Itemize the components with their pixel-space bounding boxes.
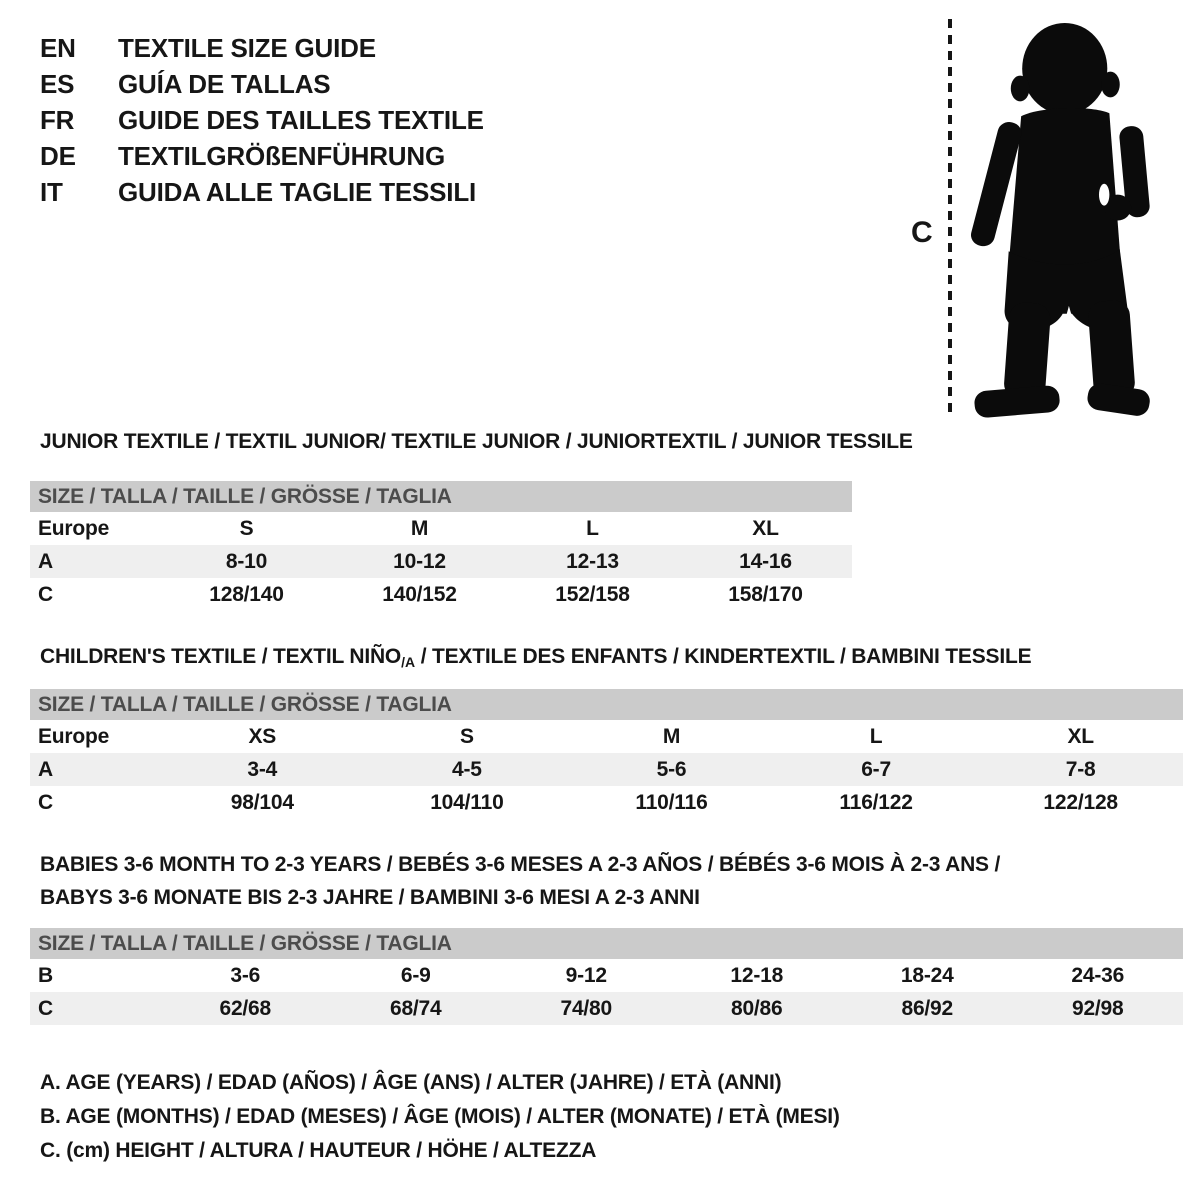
- height-cell: 92/98: [1071, 996, 1124, 1020]
- height-cell: 122/128: [1043, 790, 1118, 814]
- row-label: Europe: [38, 516, 110, 540]
- height-cell: 110/116: [635, 790, 708, 814]
- height-cell: 62/68: [219, 996, 272, 1020]
- age-cell: 10-12: [393, 549, 446, 573]
- size-cell: XL: [1067, 724, 1094, 748]
- table-row: [30, 753, 1183, 786]
- section-title-junior: JUNIOR TEXTILE / TEXTIL JUNIOR/ TEXTILE JUNIOR / JUNIORTEXTIL / JUNIOR TESSILE: [40, 430, 913, 453]
- age-cell: 18-24: [900, 963, 954, 987]
- age-cell: 4-5: [452, 757, 482, 781]
- height-cell: 116/122: [839, 790, 913, 814]
- table-row: [30, 786, 1183, 819]
- guide-title: TEXTILE SIZE GUIDE: [118, 33, 376, 63]
- row-label: A: [38, 549, 53, 573]
- title-subscript: /A: [401, 654, 416, 670]
- size-cell: XL: [752, 516, 779, 540]
- section-title-children: [40, 645, 1031, 674]
- size-header-bar: SIZE / TALLA / TAILLE / GRÖSSE / TAGLIA: [30, 689, 1183, 720]
- row-label: C: [38, 582, 53, 606]
- size-cell: S: [459, 724, 474, 748]
- section-title-babies: [40, 848, 1040, 914]
- guide-title: GUÍA DE TALLAS: [118, 69, 331, 99]
- row-label: A: [38, 757, 53, 781]
- size-cell: XS: [248, 724, 277, 748]
- guide-title: TEXTILGRÖßENFÜHRUNG: [118, 141, 445, 171]
- language-code: IT: [40, 177, 63, 207]
- language-code: DE: [40, 141, 76, 171]
- language-code: ES: [40, 69, 75, 99]
- height-cell: 158/170: [728, 582, 803, 606]
- age-cell: 9-12: [565, 963, 607, 987]
- size-cell: L: [586, 516, 599, 540]
- table-row: [30, 512, 852, 545]
- age-cell: 24-36: [1071, 963, 1125, 987]
- title-part: CHILDREN'S TEXTILE / TEXTIL NIÑO: [40, 645, 402, 668]
- age-cell: 5-6: [656, 757, 687, 781]
- size-cell: S: [239, 516, 254, 540]
- height-cell: 98/104: [230, 790, 294, 814]
- language-row: [40, 30, 484, 66]
- language-row: [40, 174, 484, 210]
- language-code: EN: [40, 33, 76, 63]
- age-cell: 12-18: [730, 963, 784, 987]
- size-cell: M: [410, 516, 429, 540]
- table-row: [30, 992, 1183, 1025]
- age-cell: 3-6: [230, 963, 261, 987]
- size-header-bar: SIZE / TALLA / TAILLE / GRÖSSE / TAGLIA: [30, 481, 852, 512]
- row-label: B: [38, 963, 53, 987]
- measure-legend: [40, 1066, 840, 1168]
- age-cell: 12-13: [566, 549, 619, 573]
- size-header-bar: SIZE / TALLA / TAILLE / GRÖSSE / TAGLIA: [30, 928, 1183, 959]
- language-row: [40, 102, 484, 138]
- height-cell: 140/152: [382, 582, 457, 606]
- language-row: [40, 66, 484, 102]
- toddler-silhouette-icon: [962, 17, 1154, 419]
- height-cell: 86/92: [901, 996, 954, 1020]
- height-figure: [905, 14, 1200, 426]
- language-code: FR: [40, 105, 75, 135]
- guide-title: GUIDE DES TAILLES TEXTILE: [118, 105, 484, 135]
- age-cell: 8-10: [225, 549, 268, 573]
- height-cell: 152/158: [555, 582, 630, 606]
- size-cell: M: [662, 724, 681, 748]
- age-cell: 6-9: [400, 963, 431, 987]
- legend-line-a: A. AGE (YEARS) / EDAD (AÑOS) / ÂGE (ANS) / ALTER (JAHRE) / ETÀ (ANNI): [40, 1071, 782, 1094]
- junior-size-table: [30, 481, 852, 611]
- row-label: Europe: [38, 724, 110, 748]
- title-line: BABYS 3-6 MONATE BIS 2-3 JAHRE / BAMBINI 3-6 MESI A 2-3 ANNI: [40, 886, 700, 909]
- height-cell: 104/110: [430, 790, 504, 814]
- children-size-table: [30, 689, 1183, 819]
- language-title-list: [40, 30, 484, 210]
- babies-size-table: [30, 928, 1183, 1025]
- table-row: [30, 578, 852, 611]
- age-cell: 14-16: [739, 549, 792, 573]
- legend-line-c: C. (cm) HEIGHT / ALTURA / HAUTEUR / HÖHE / ALTEZZA: [40, 1139, 597, 1162]
- guide-title: GUIDA ALLE TAGLIE TESSILI: [118, 177, 477, 207]
- legend-line-b: B. AGE (MONTHS) / EDAD (MESES) / ÂGE (MOIS) / ALTER (MONATE) / ETÀ (MESI): [40, 1105, 840, 1128]
- size-cell: L: [869, 724, 883, 748]
- height-cell: 74/80: [560, 996, 613, 1020]
- height-cell: 128/140: [209, 582, 284, 606]
- table-row: [30, 959, 1183, 992]
- title-line: BABIES 3-6 MONTH TO 2-3 YEARS / BEBÉS 3-6 MESES A 2-3 AÑOS / BÉBÉS 3-6 MOIS À 2-3 ANS /: [40, 853, 1001, 876]
- age-cell: 3-4: [247, 757, 278, 781]
- height-dashed-line: [948, 19, 952, 417]
- age-cell: 6-7: [861, 757, 891, 781]
- height-cell: 68/74: [389, 996, 442, 1020]
- row-label: C: [38, 996, 53, 1020]
- title-part: / TEXTILE DES ENFANTS / KINDERTEXTIL / BAMBINI TESSILE: [415, 645, 1032, 668]
- row-label: C: [38, 790, 53, 814]
- table-row: [30, 545, 852, 578]
- height-cell: 80/86: [730, 996, 783, 1020]
- age-cell: 7-8: [1065, 757, 1096, 781]
- language-row: [40, 138, 484, 174]
- height-measure-label: C: [911, 216, 933, 249]
- table-row: [30, 720, 1183, 753]
